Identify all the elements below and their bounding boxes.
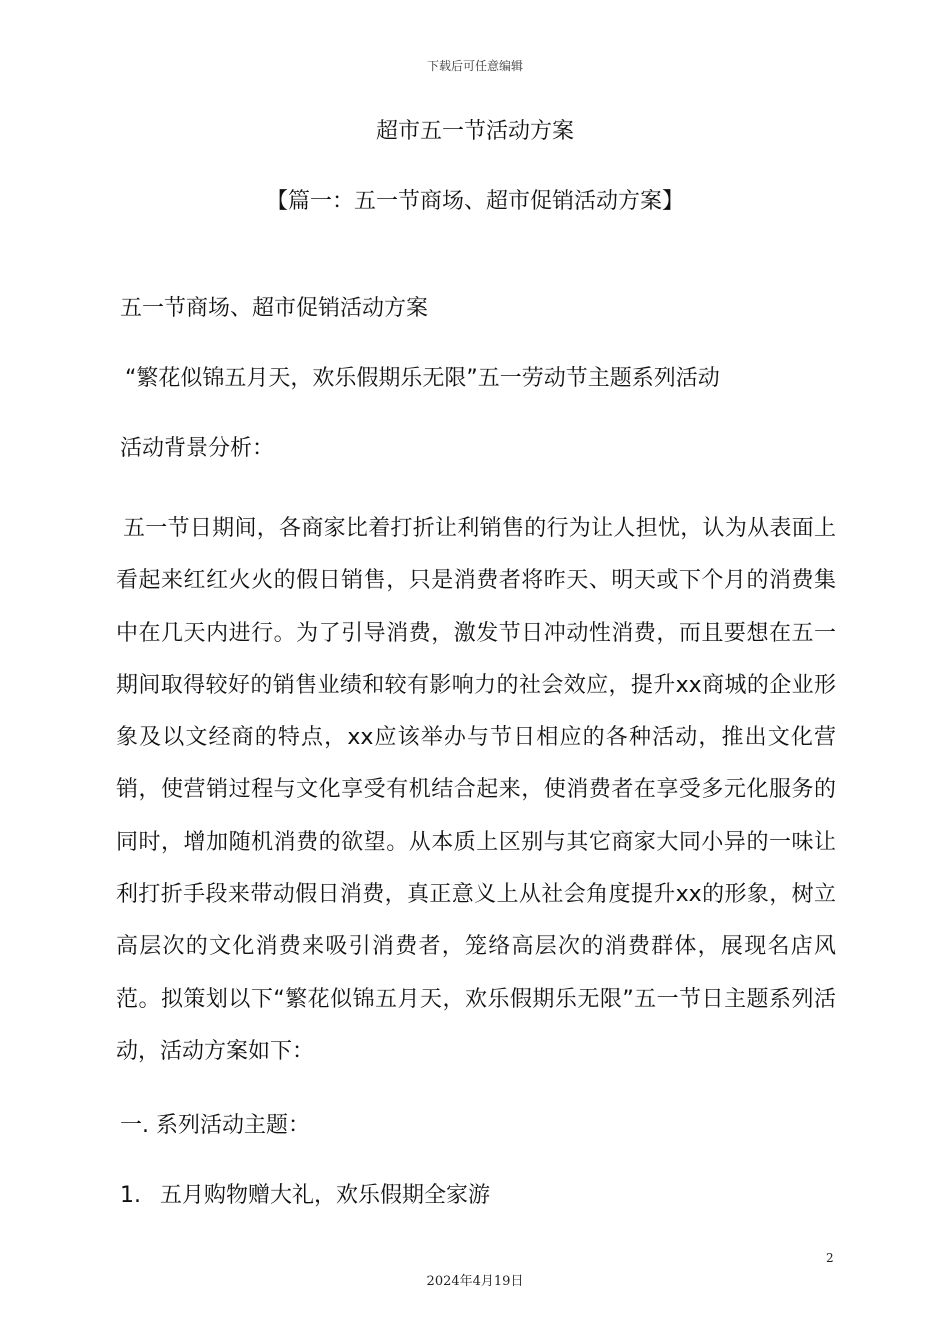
section-one-heading: 一. 系列活动主题：: [120, 1113, 310, 1138]
background-paragraph: 五一节日期间，各商家比着打折让利销售的行为让人担忧，认为从表面上看起来红红火火的假日销售，只是消费者将昨天、明天或下个月的消费集中在几天内进行。为了引导消费，激发节日冲动性消费，而且要想在五一期间取得较好的销售业绩和较有影响力的社会效应，提升xx商城的企业形象及以文经商的特点，xx应该举办与节日相应的各种活动，推出文化营销，使营销过程与文化享受有机结合起来，使消费者在享受多元化服务的同时，增加随机消费的欲望。从本质上区别与其它商家大同小异的一味让利打折手段来带动假日消费，真正意义上从社会角度提升xx的形象，树立高层次的文化消费来吸引消费者，笼络高层次的消费群体，展现名店风范。拟策划以下“繁花似锦五月天，欢乐假期乐无限”五一节日主题系列活动，活动方案如下：: [116, 516, 836, 1064]
section-heading: 五一节商场、超市促销活动方案: [120, 296, 429, 321]
document-title: 超市五一节活动方案: [375, 119, 574, 144]
list-item: [120, 1182, 490, 1210]
list-item-number: 1.: [120, 1183, 141, 1208]
footer-date: 2024年4月19日: [426, 1274, 524, 1289]
background-heading: 活动背景分析：: [120, 436, 275, 461]
page-number: 2: [826, 1251, 834, 1265]
theme-line: “繁花似锦五月天，欢乐假期乐无限”五一劳动节主题系列活动: [125, 366, 720, 391]
header-note: 下载后可任意编辑: [426, 59, 523, 73]
document-subtitle: 【篇一：五一节商场、超市促销活动方案】: [265, 189, 684, 214]
list-item-text: 五月购物赠大礼，欢乐假期全家游: [160, 1183, 491, 1208]
